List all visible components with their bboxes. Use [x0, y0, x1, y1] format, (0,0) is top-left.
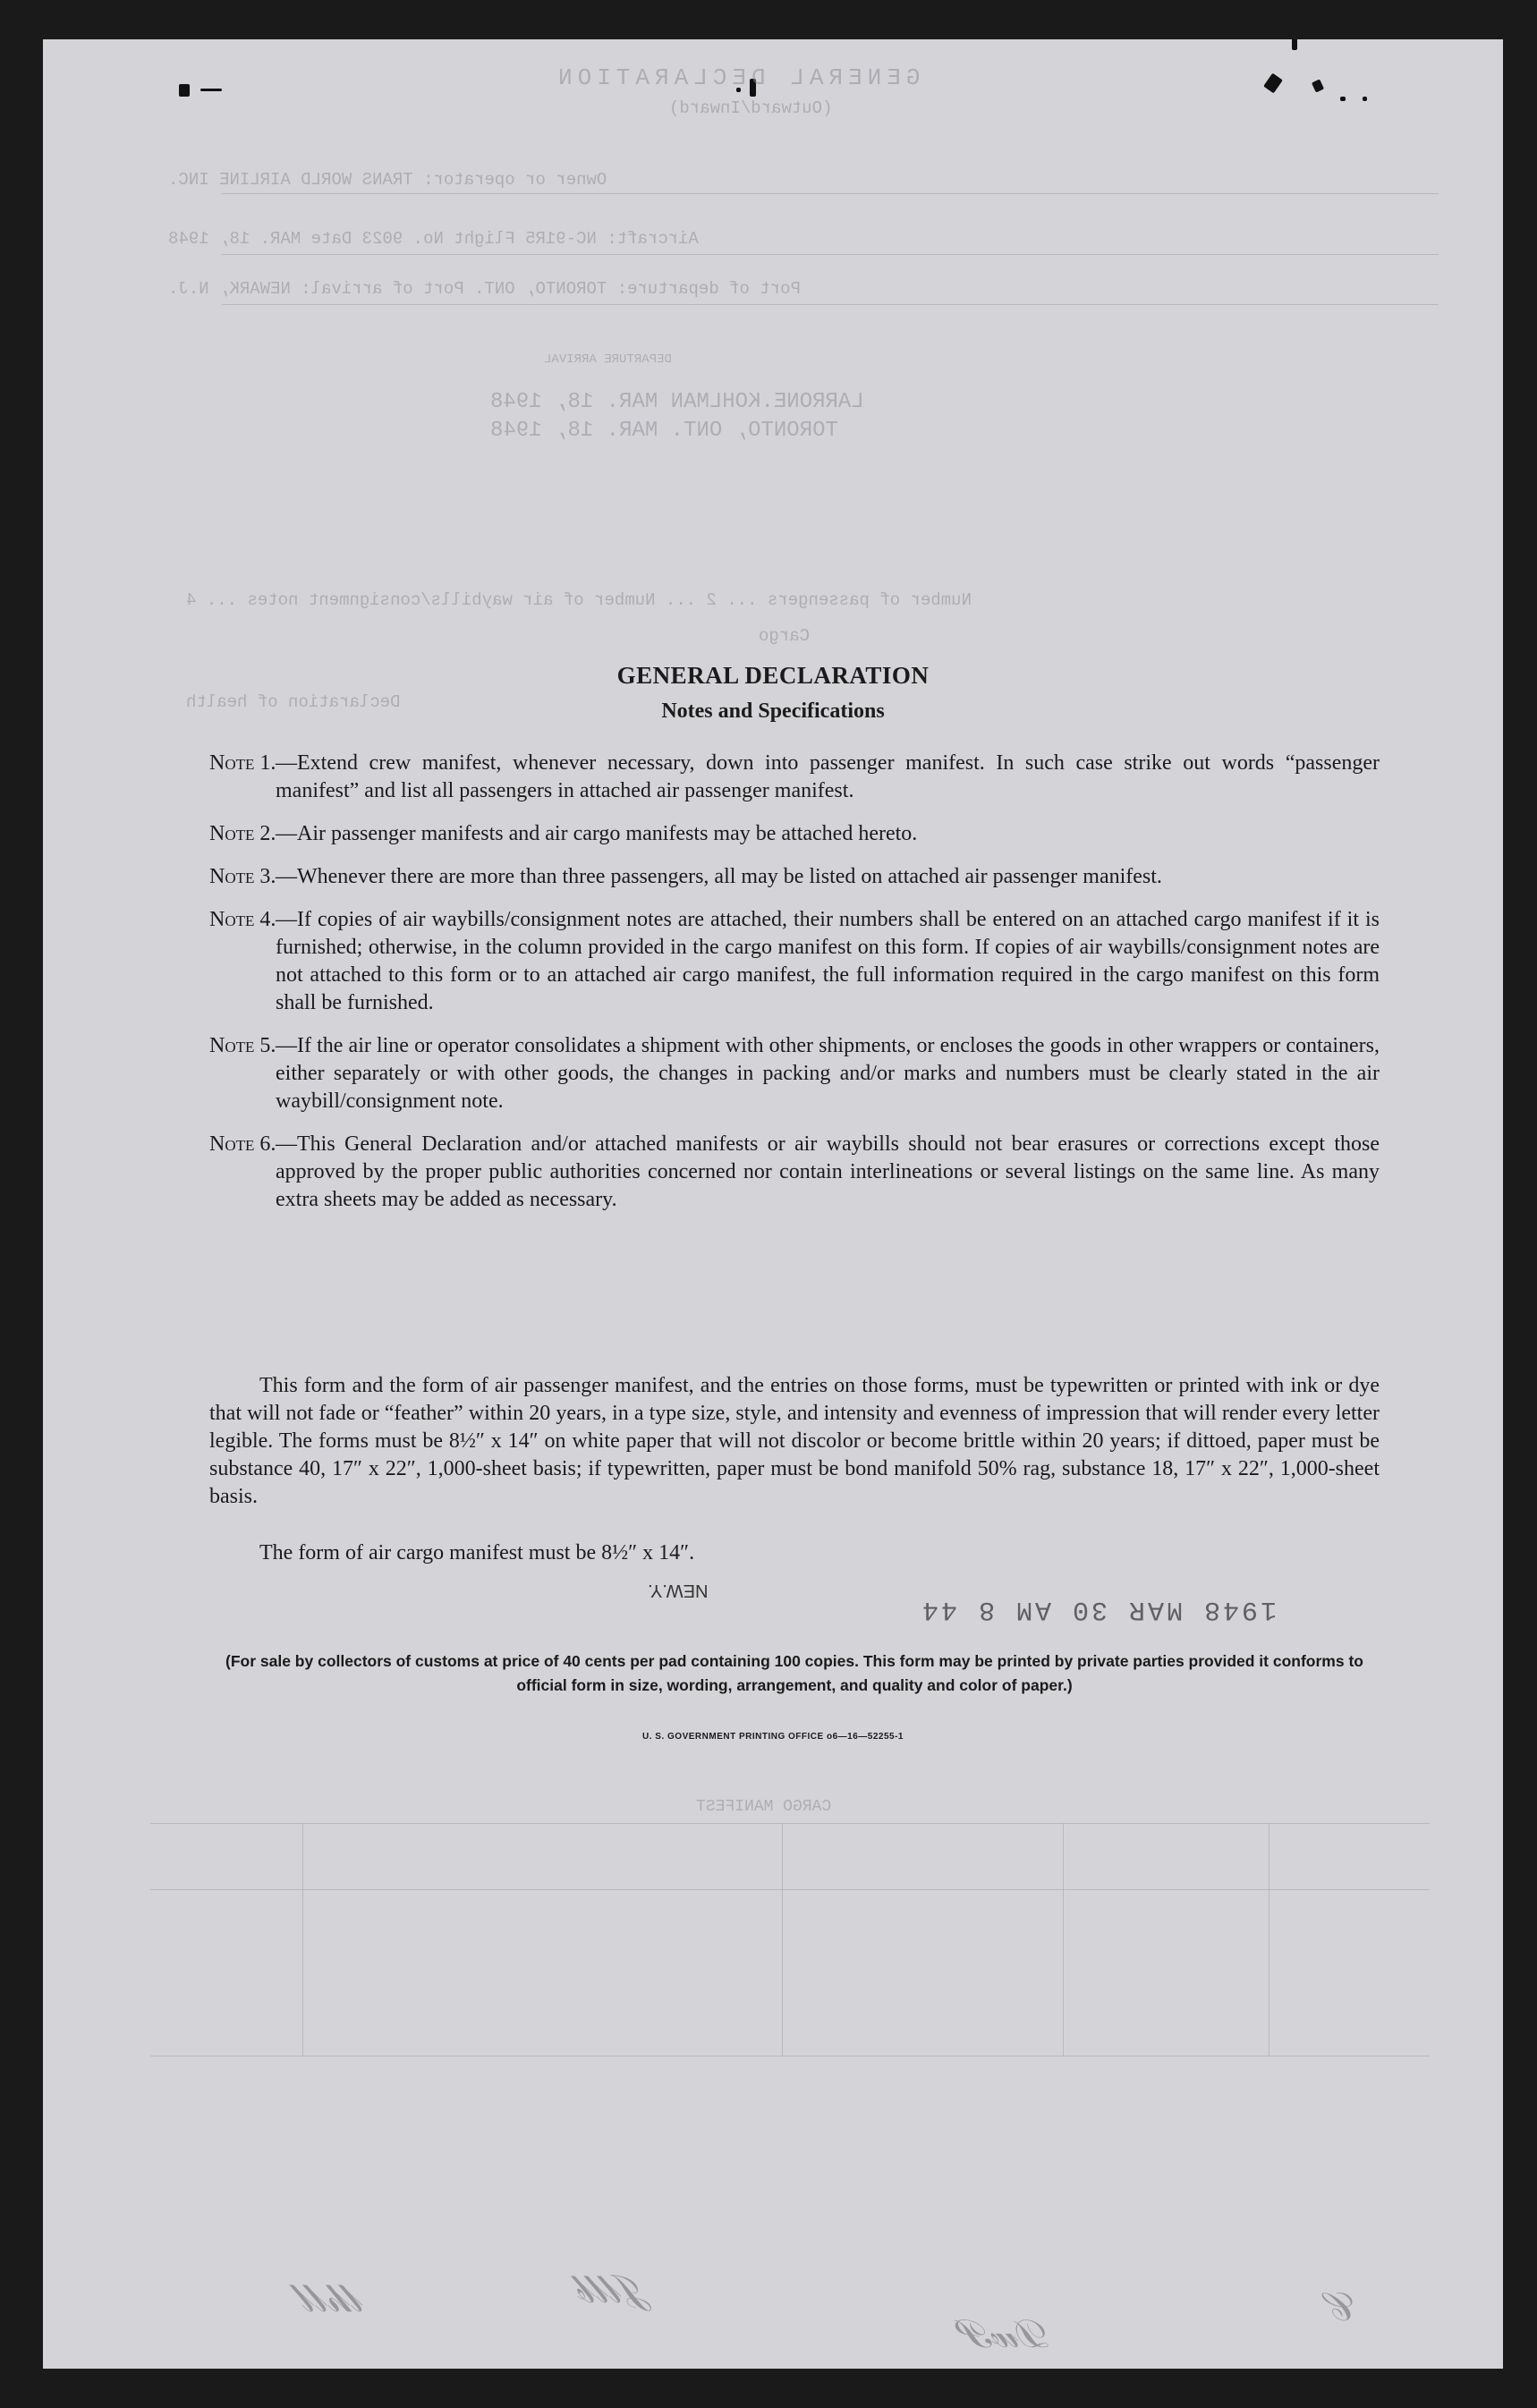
- note-label: Note 3.: [209, 865, 276, 888]
- bleed-through-table-col: [782, 1823, 783, 2056]
- bleed-through-table-col: [1269, 1823, 1270, 2056]
- bleed-through-subheader: (Outward/Inward): [669, 98, 833, 118]
- note-item: [209, 863, 1380, 891]
- scan-mark-right-3: [1312, 79, 1324, 92]
- bleed-through-line: Declaration of health: [186, 692, 401, 712]
- bleed-through-header: GENERAL DECLARATION: [553, 64, 921, 91]
- sale-note: (For sale by collectors of customs at price of 40 cents per pad containing 100 copies. This form may be printed by private parties provided it conforms to official form in size, wording, arrangement, and quality and color of paper.): [225, 1652, 1363, 1694]
- note-label: Note 1.: [209, 751, 276, 775]
- note-text: —If copies of air waybills/consignment notes are attached, their numbers shall be entered on an attached cargo manifest if it is furnished; otherwise, in the column provided in the cargo manifest on this form. If copies of air waybills/consignment notes are not attached to this form or to an attached air cargo manifest, the full information required in the cargo manifest on this form shall be furnished.: [276, 908, 1380, 1014]
- note-text: —Extend crew manifest, whenever necessary, down into passenger manifest. In such case strike out words “passenger manifest” and list all passengers in attached air passenger manifest.: [276, 751, 1380, 802]
- bleed-through-rule: [222, 254, 1439, 255]
- document-page: [43, 39, 1503, 2369]
- date-stamp: 1948 MAR 30 AM 8 44: [920, 1594, 1278, 1624]
- bleed-through-table-rule: [150, 1823, 1430, 1824]
- bleed-through-signature-mark: 𝒞: [1331, 2285, 1361, 2330]
- bleed-through-line: DEPARTURE ARRIVAL: [544, 352, 672, 367]
- note-label: Note 2.: [209, 822, 276, 845]
- scan-mark-right-4: [1340, 97, 1346, 101]
- port-stamp: NEW.Y.: [648, 1581, 709, 1600]
- notes-list: [209, 750, 1380, 1229]
- bleed-through-table-rule: [150, 1889, 1430, 1890]
- cargo-manifest-size-line: The form of air cargo manifest must be 8½″ x 14″.: [259, 1541, 695, 1564]
- scan-mark-right: [1263, 73, 1283, 94]
- bleed-through-rule: [222, 304, 1439, 305]
- note-item: [209, 1032, 1380, 1115]
- bleed-through-line: TORONTO, ONT. MAR. 18, 1948: [490, 419, 838, 443]
- note-item: [209, 1131, 1380, 1214]
- bleed-through-signature-mark: 𝒥𝓁𝓁𝒷: [580, 2267, 650, 2312]
- note-item: [209, 750, 1380, 805]
- bleed-through-signature-mark: 𝒟𝓌𝒫: [964, 2311, 1052, 2357]
- bleed-through-line: Owner or operator: TRANS WORLD AIRLINE INC.: [168, 170, 607, 190]
- bleed-through-line: Port of departure: TORONTO, ONT. Port of arrival: NEWARK, N.J.: [168, 279, 801, 299]
- bleed-through-line: Aircraft: NC-91R5 Flight No. 9023 Date MAR. 18, 1948: [168, 229, 699, 249]
- note-item: [209, 906, 1380, 1017]
- note-text: —This General Declaration and/or attached manifests or air waybills should not bear erasures or corrections except those approved by the proper public authorities concerned nor contain interlineations or several listings on the same line. As many extra sheets may be added as necessary.: [276, 1132, 1380, 1211]
- bleed-through-line: CARGO MANIFEST: [696, 1798, 832, 1816]
- bleed-through-line: Number of passengers ... 2 ... Number of air waybills/consignment notes ... 4: [186, 590, 972, 610]
- note-label: Note 5.: [209, 1034, 276, 1057]
- page-subtitle: Notes and Specifications: [661, 700, 885, 723]
- bleed-through-rule: [222, 193, 1439, 194]
- scan-mark-left-dash: [200, 89, 222, 91]
- page-title: GENERAL DECLARATION: [616, 662, 930, 689]
- bleed-through-line: LARRONE.KOHLMAN MAR. 18, 1948: [490, 390, 864, 414]
- note-label: Note 4.: [209, 908, 276, 931]
- specifications-paragraph: This form and the form of air passenger manifest, and the entries on those forms, must be typewritten or printed with ink or dye that will not fade or “feather” within 20 years, in a type size, style, and intensity and evenness of impression that will render every letter legible. The forms must be 8½″ x 14″ on white paper that will not discolor or become brittle within 20 years; if dittoed, paper must be substance 40, 17″ x 22″, 1,000-sheet basis; if typewritten, paper must be bond manifold 50% rag, substance 18, 17″ x 22″, 1,000-sheet basis.: [209, 1374, 1380, 1508]
- note-text: —Air passenger manifests and air cargo manifests may be attached hereto.: [276, 822, 918, 845]
- bleed-through-table-col: [302, 1823, 303, 2056]
- scan-mark-right-5: [1363, 97, 1367, 101]
- note-text: —Whenever there are more than three passengers, all may be listed on attached air passenger manifest.: [276, 865, 1162, 888]
- bleed-through-table-col: [1063, 1823, 1064, 2056]
- scan-mark-right-2: [1292, 39, 1297, 50]
- printer-line: U. S. GOVERNMENT PRINTING OFFICE o6—16—52255-1: [642, 1732, 904, 1742]
- bleed-through-line: Cargo: [759, 626, 811, 646]
- note-text: —If the air line or operator consolidates a shipment with other shipments, or encloses the goods in other wrappers or containers, either separately or with other goods, the changes in packing and/or marks and numbers must be clearly stated in the air waybill/consignment note.: [276, 1034, 1380, 1113]
- scan-mark-left: [179, 84, 190, 97]
- note-label: Note 6.: [209, 1132, 276, 1156]
- note-item: [209, 820, 1380, 848]
- bleed-through-signature-mark: 𝓁𝒽𝓁𝓁: [302, 2276, 365, 2321]
